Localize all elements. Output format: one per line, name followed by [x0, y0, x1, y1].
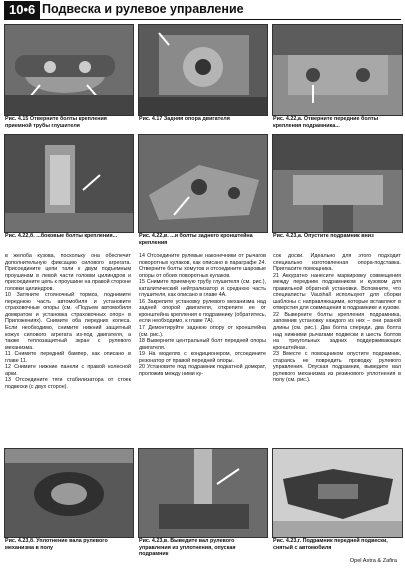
paragraph: 21 Аккуратно нанесите маркировку совмещения между передним подрамником и кузовом для правильной обратной установки. Вспомните, что специалисты Vauxhall используют для сборки шаблоны с направляющими, которые вставляют в отверстия для совмещения в подрамнике и кузове.	[273, 272, 401, 312]
paragraph: 22 Выверните болты крепления подрамника, запомнив установку каждого из них – они разной длины (см. рис.). Два болта спереди, два болта над нижними рычагами подвески и шесть болтов на треугольных задних поддерживающих кронштейнах.	[273, 311, 401, 351]
page-header	[0, 0, 405, 20]
paragraph: 10 Затяните стояночный тормоз, поднимите переднюю часть автомобиля и установите страховочные опоры (см. «Подъем автомобиля домкратом и установка страховочных опор» в Приложениях). Снимите оба передних колеса. Если необходимо, снимите нижний защитный кожух силового агрегата из-под двигателя, а также теплозащитный экран с рулевого механизма.	[5, 292, 131, 351]
caption-fig-4-23a: Рис. 4.23,а. Опустите подрамник вниз	[273, 233, 374, 239]
paragraph: 17 Демонтируйте заднюю опору от кронштейна (см. рис.).	[139, 325, 266, 338]
paragraph: 13 Отсоедините тяги стабилизатора от стоек подвески (с двух сторон).	[5, 377, 131, 390]
caption-fig-4-17: Рис. 4.17 Задняя опора двигателя	[139, 116, 230, 122]
text-column-3	[273, 253, 401, 384]
footer-model: Opel Astra & Zafira	[349, 558, 397, 564]
paragraph: 11 Снимите передний бампер, как описано в главе 11.	[5, 351, 131, 364]
caption-fig-4-23g: Рис. 4.23,г. Подрамник передней подвески, снятый с автомобиля	[273, 538, 388, 551]
photo-removed-subframe	[272, 448, 403, 538]
paragraph: 12 Снимите нижние панели с правой колесной арки.	[5, 364, 131, 377]
text-column-1	[5, 253, 131, 390]
paragraph: 19 На моделях с кондиционером, отсоедините резонатор от правой передней опоры.	[139, 351, 266, 364]
paragraph: 14 Отсоедините рулевые наконечники от рычагов поворотных кулаков, как описано в параграфе 24. Отверните болты хомутов и отсоедините шаровые опоры от обоих поворотных кулаков.	[139, 253, 266, 279]
caption-fig-4-23b: Рис. 4.23,б. Уплотнение вала рулевого механизма в полу	[5, 538, 108, 551]
photo-steering-seal	[4, 448, 134, 538]
text-column-2	[139, 253, 266, 377]
paragraph: 18 Выверните центральный болт передней опоры двигателя.	[139, 338, 266, 351]
paragraph: 15 Снимите приемную трубу глушителя (см. рис.), каталитический нейтрализатор и среднюю часть глушителя, как описано в главе 4А.	[139, 279, 266, 299]
caption-fig-4-22v: Рис. 4.22,в. ...и болты заднего кронштейна крепления	[139, 233, 253, 246]
photo-front-subframe-bolts	[272, 24, 403, 116]
caption-fig-4-23v: Рис. 4.23,в. Выведите вал рулевого управления из уплотнения, опуская подрамник	[139, 538, 236, 557]
caption-fig-4-22b: Рис. 4.22,б. ...боковые болты крепления...	[5, 233, 118, 239]
photo-steering-shaft-lowering	[138, 448, 268, 538]
photo-lower-subframe	[272, 134, 403, 233]
photo-exhaust-pipe-bolts	[4, 24, 134, 116]
paragraph: 20 Установите под подрамник подкатной домкрат, проложив между ними ку-	[139, 364, 266, 377]
photo-side-bolts	[4, 134, 134, 233]
photo-rear-bracket-bolts	[138, 134, 268, 233]
paragraph: сок доски. Идеально для этого подходит специально изготовленная опора-подставка. Приглаcите помощника.	[273, 253, 401, 273]
paragraph: 16 Закрепите установку рулевого механизма над задней опорой двигателя, открепите ее от кронштейна крепления к подрамнику (обратитесь, если необходимо, к главе 7А).	[139, 298, 266, 325]
section-title: Подвеска и рулевое управление	[42, 2, 244, 16]
page-number: 10•6	[4, 1, 40, 19]
paragraph: 23 Вместе с помощником опустите подрамник, стараясь не повредить проводку рулевого управления. Опуская подрамник, выведите вал рулевого механизма из резинового уплотнения в полу (см. рис.).	[273, 351, 401, 384]
caption-fig-4-15: Рис. 4.15 Отверните болты крепления приемной трубы глушителя	[5, 116, 107, 129]
paragraph: в желоба кузова, поскольку она обеспечит дополнительную фиксацию силового агрегата. Присоедините цепи тали к двум подъемным проушинам в левой части головки цилиндров и присоедините цепь к проушине на правой стороне головки цилиндров.	[5, 253, 131, 292]
header-rule	[4, 19, 401, 20]
photo-rear-engine-mount	[138, 24, 268, 116]
caption-fig-4-22a: Рис. 4.22,а. Отверните передние болты крепления подрамника...	[273, 116, 379, 129]
